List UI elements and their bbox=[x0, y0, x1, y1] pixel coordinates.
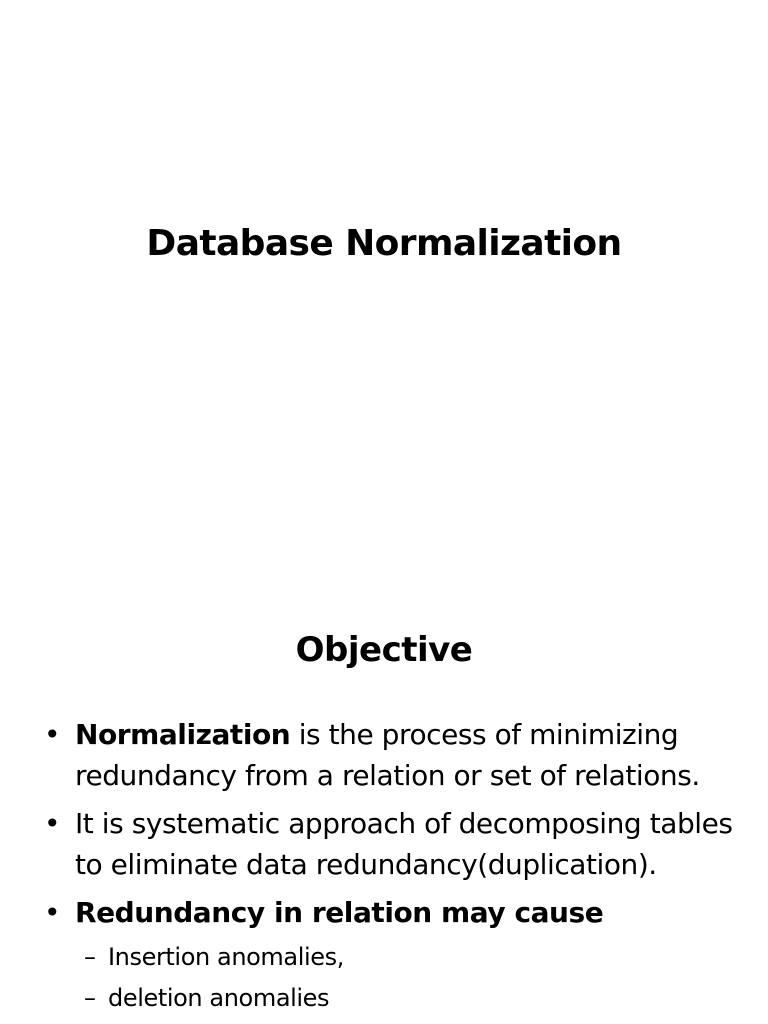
bullet-text: is the process of minimizing redundancy from a relation or set of relations. bbox=[75, 718, 700, 792]
sub-bullet-marker: – bbox=[84, 984, 96, 1012]
sub-bullet-text: deletion anomalies bbox=[108, 984, 330, 1012]
slide-title: Database Normalization bbox=[146, 223, 622, 264]
section-heading: Objective bbox=[295, 630, 473, 670]
bullet-marker: • bbox=[44, 718, 61, 751]
bullet-text: It is systematic approach of decomposing tables to eliminate data redundancy(duplication). bbox=[75, 807, 733, 881]
sub-bullet-marker: – bbox=[84, 943, 96, 971]
bullet-marker: • bbox=[44, 896, 61, 929]
bullet-bold-text: Redundancy in relation may cause bbox=[75, 896, 604, 929]
bullet-marker: • bbox=[44, 807, 61, 840]
bullet-item bbox=[0, 892, 768, 933]
sub-bullet-item bbox=[0, 940, 768, 974]
bullet-bold-text: Normalization bbox=[75, 718, 291, 751]
sub-bullet-item bbox=[0, 981, 768, 1015]
bullet-list bbox=[0, 714, 768, 1022]
sub-bullet-text: Insertion anomalies, bbox=[108, 943, 344, 971]
bullet-item bbox=[0, 714, 768, 796]
bullet-item bbox=[0, 803, 768, 885]
